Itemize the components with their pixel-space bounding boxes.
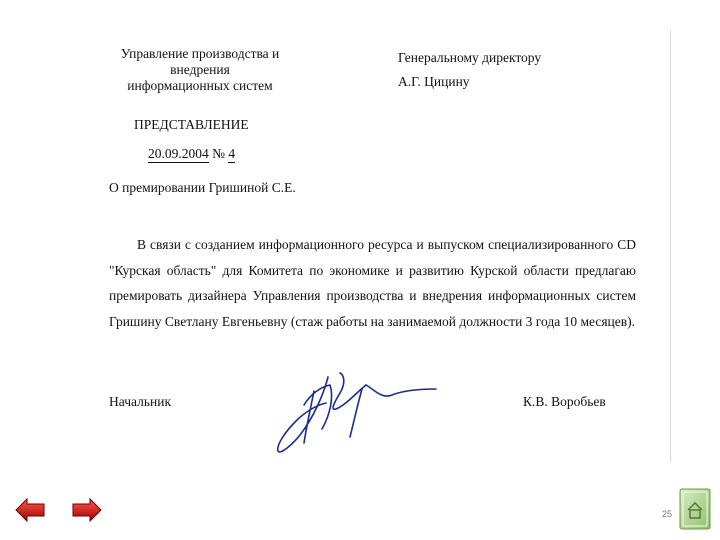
sender-line-2: внедрения (170, 62, 230, 77)
document-subject: О премировании Гришиной С.Е. (109, 180, 296, 195)
signatory-title: Начальник (109, 394, 172, 409)
addressee-line-2: А.Г. Цицину (398, 74, 470, 89)
sender-department (100, 46, 300, 94)
page-number: 25 (662, 509, 673, 519)
left-arrow-icon[interactable] (15, 497, 45, 523)
sender-line-3: информационных систем (127, 78, 273, 93)
addressee (398, 46, 541, 94)
page-border-line (670, 30, 671, 462)
addressee-line-1: Генеральному директору (398, 50, 542, 65)
home-icon[interactable] (679, 488, 711, 530)
document-date: 20.09.2004 (148, 146, 209, 161)
document-number-label: № (212, 146, 226, 161)
signatory-name: К.В. Воробьев (523, 394, 606, 409)
document-type: ПРЕДСТАВЛЕНИЕ (134, 117, 249, 132)
sender-line-1: Управление производства и (120, 46, 280, 61)
document-number: 4 (228, 146, 236, 161)
right-arrow-icon[interactable] (72, 497, 102, 523)
handwritten-signature (270, 365, 445, 460)
document-date-number (148, 146, 235, 162)
document-body: В связи с созданием информационного ресурса и выпуском специализированного CD "Курская область" для Комитета по экономике и развитию Курской области предлагаю премировать дизайнера Управления производства и внедрения информационных систем Гришину Светлану Евгеньевну (стаж работы на занимаемой должности 3 года 10 месяцев). (109, 237, 636, 329)
